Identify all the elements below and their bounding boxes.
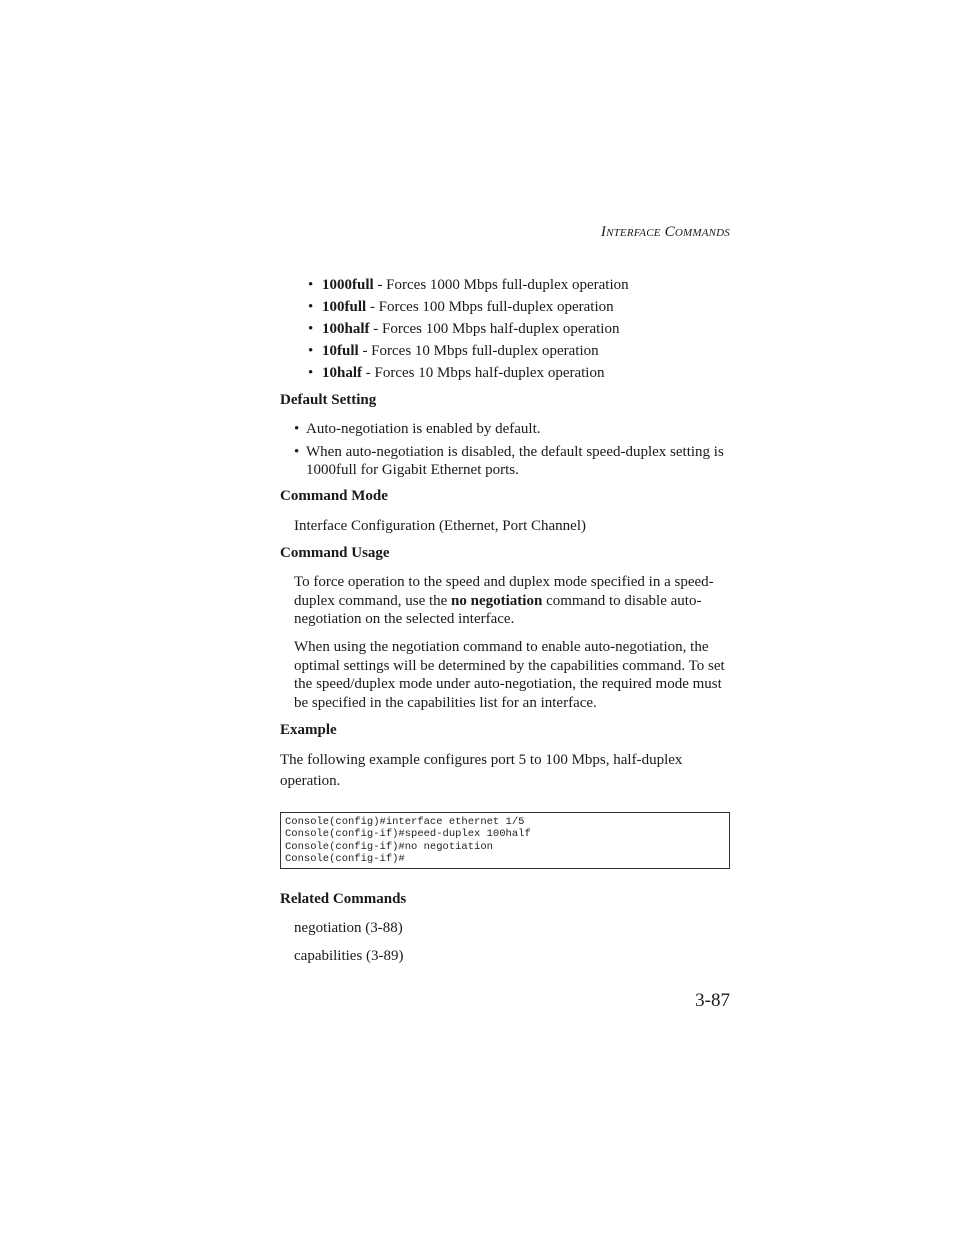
example-heading: Example xyxy=(280,722,337,738)
command-mode-text: Interface Configuration (Ethernet, Port Channel) xyxy=(294,518,586,534)
code-line: Console(config)#interface ethernet 1/5 xyxy=(285,816,525,828)
list-item: • 10full - Forces 10 Mbps full-duplex operation xyxy=(308,342,629,364)
list-item: • 100full - Forces 100 Mbps full-duplex operation xyxy=(308,298,629,320)
code-block xyxy=(280,812,730,869)
code-line: Console(config-if)#no negotiation xyxy=(285,840,493,853)
related-command-item: negotiation (3-88) xyxy=(294,920,403,936)
list-item: • 10half - Forces 10 Mbps half-duplex operation xyxy=(308,364,629,386)
code-line: Console(config-if)#speed-duplex 100half xyxy=(285,828,531,841)
example-intro: The following example configures port 5 to 100 Mbps, half-duplex operation. xyxy=(280,752,683,789)
command-usage-paragraph-1: To force operation to the speed and duplex mode specified in a speed-duplex command, use the no negotiation command to disable auto-negotiation on the selected interface. xyxy=(294,574,714,627)
related-command-item: capabilities (3-89) xyxy=(294,948,404,964)
list-item: • 1000full - Forces 1000 Mbps full-duplex operation xyxy=(308,276,629,298)
list-item: • When auto-negotiation is disabled, the default speed-duplex setting is 1000full for Gigabit Ethernet ports. xyxy=(294,443,730,480)
related-commands-heading: Related Commands xyxy=(280,891,407,907)
command-mode-heading: Command Mode xyxy=(280,488,388,504)
default-setting-list xyxy=(294,420,730,484)
command-usage-heading: Command Usage xyxy=(280,545,390,561)
default-setting-heading: Default Setting xyxy=(280,392,377,408)
running-header: INTERFACE COMMANDS xyxy=(600,224,730,240)
list-item: • 100half - Forces 100 Mbps half-duplex operation xyxy=(308,320,629,342)
command-usage-paragraph-2: When using the negotiation command to enable auto-negotiation, the optimal settings will be determined by the capabilities command. To set the speed/duplex mode under auto-negotiation, the required mode must be specified in the capabilities list for an interface. xyxy=(294,639,725,711)
speed-options-list xyxy=(308,276,629,386)
list-item: • Auto-negotiation is enabled by default. xyxy=(294,420,730,439)
code-line: Console(config-if)# xyxy=(285,852,405,865)
page-number: 3-87 xyxy=(695,990,730,1011)
